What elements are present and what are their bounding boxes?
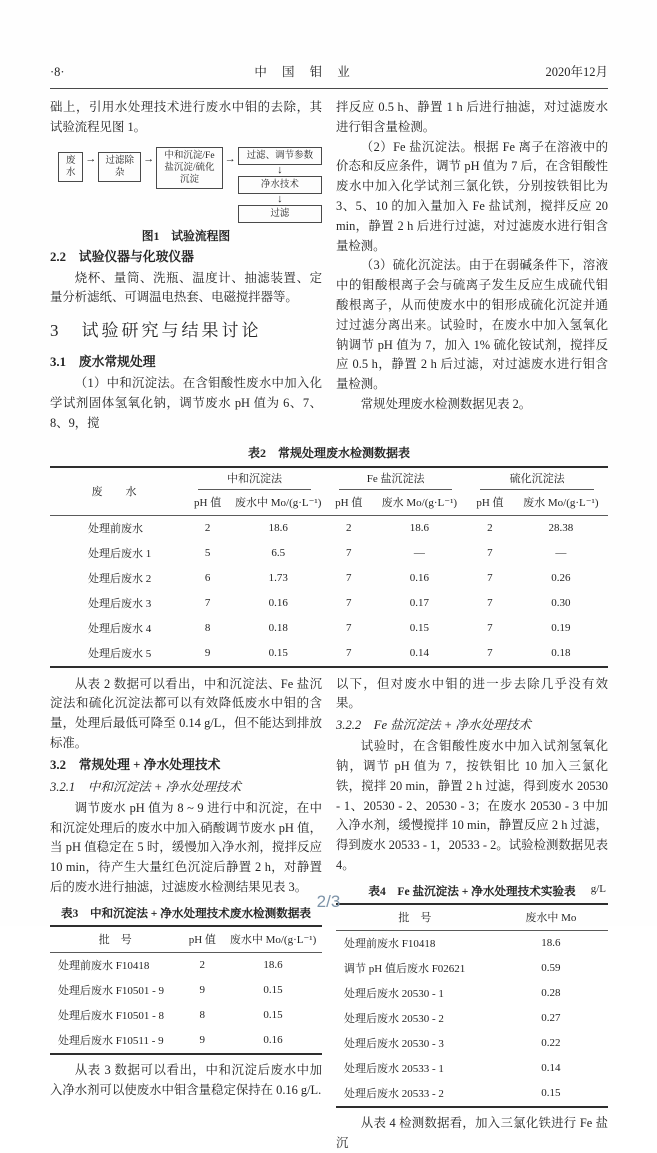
column-header: 批 号 [50, 926, 181, 953]
flow-box-filter-impurity: 过滤除杂 [98, 152, 141, 182]
top-section [50, 98, 608, 434]
flow-box-precipitation: 中和沉淀/Fe盐沉淀/硫化沉淀 [156, 147, 223, 189]
row-label: 处理后废水 F10501 - 8 [58, 1010, 165, 1023]
row-label: 处理后废水 20533 - 1 [344, 1063, 444, 1076]
cell: 7 [487, 597, 493, 610]
cell: 7 [487, 572, 493, 585]
right-column-top [336, 98, 608, 434]
arrow-down-icon: ↓ [277, 192, 283, 205]
row-label: 处理前废水 [88, 523, 143, 536]
arrow-right-icon: → [143, 152, 155, 165]
row-label: 处理后废水 F10501 - 9 [58, 985, 165, 998]
cell: 7 [487, 547, 493, 560]
left-column-bottom [50, 675, 322, 1153]
cell: — [555, 547, 567, 560]
table4-title-text: 表4 Fe 盐沉淀法 + 净水处理技术实验表 [368, 884, 576, 898]
table3-title: 表3 中和沉淀法 + 净水处理技术废水检测数据表 [60, 906, 312, 920]
heading-3-1: 3.1 废水常规处理 [50, 355, 156, 370]
cell: 7 [346, 572, 352, 585]
cell: 0.18 [551, 647, 571, 660]
table2-group [466, 467, 608, 490]
cell: 7 [487, 622, 493, 635]
cell: 0.27 [541, 1012, 561, 1025]
cell: 18.6 [268, 522, 288, 535]
heading-2-2: 2.2 试验仪器与化玻仪器 [50, 249, 194, 264]
cell: 6 [204, 572, 211, 585]
table-row [336, 1006, 608, 1031]
cell: 7 [346, 647, 352, 660]
table-row [336, 981, 608, 1006]
arrow-down-icon: ↓ [277, 163, 283, 176]
table-row [336, 1081, 608, 1107]
table2-group [325, 467, 466, 490]
cell: 0.15 [409, 622, 429, 635]
table-row [50, 1003, 322, 1028]
cell: 1.73 [268, 572, 288, 585]
paragraph: （1）中和沉淀法。在含钼酸性废水中加入化学试剂固体氢氧化钠，调节废水 pH 值为 6、7、8、9，搅 [50, 376, 322, 430]
cell: 2 [204, 522, 211, 535]
cell: 0.22 [541, 1037, 561, 1050]
left-column-top [50, 98, 322, 434]
row-label: 处理后废水 F10511 - 9 [58, 1035, 164, 1048]
cell: 0.19 [551, 622, 571, 635]
cell: 9 [199, 984, 206, 997]
table-row [50, 541, 608, 566]
row-label: 处理前废水 F10418 [58, 960, 150, 973]
table2-group-label: 中和沉淀法 [198, 470, 311, 490]
table-row [50, 616, 608, 641]
paragraph: 调节废水 pH 值为 8 ~ 9 进行中和沉淀，在中和沉淀处理后的废水中加入硝酸调节废水 pH 值，当 pH 值稳定在 5 时，缓慢加入净水剂，搅拌反应 10 min，待产生大量红色沉淀后静置 2 h，对静置后的废水进行抽滤，过滤废水检测结果见表 3。 [50, 800, 322, 894]
column-header: 废水中 Mo/(g·L⁻¹) [231, 490, 325, 516]
paragraph: （2）Fe 盐沉淀法。根据 Fe 离子在溶液中的价态和反应条件，调节 pH 值为 7 后，在含钼酸性废水中加入化学试剂三氯化铁，分别按铁钼比为 3、5、10 的加入量加入 Fe 盐试剂，搅拌反应 20 min，静置 2 h 后进行过滤，对过滤废水进行钼含量检测。 [336, 139, 608, 253]
cell: 18.6 [409, 522, 429, 535]
column-header: pH 值 [325, 490, 372, 516]
paragraph: 常规处理废水检测数据见表 2。 [360, 396, 532, 411]
right-column-bottom [336, 675, 608, 1153]
cell: 7 [346, 547, 352, 560]
bottom-section [50, 675, 608, 1153]
table-row [50, 952, 322, 978]
row-label: 处理后废水 1 [88, 548, 152, 561]
cell: 9 [204, 647, 211, 660]
table4 [336, 903, 608, 1108]
paragraph: 试验时，在含钼酸性废水中加入试剂氢氧化钠，调节 pH 值为 7，按铁钼比 10 加入三氯化铁，搅拌 20 min，静置 2 h 过滤，得到废水 20530 - 1、20530 - 2、20530 - 3；在废水 20530 - 3 中加入净水剂，缓慢搅拌 10 min，静置反应 2 h 过滤，得到废水 20533 - 1，20533 - 2。试验检测数据见表 4。 [336, 739, 608, 872]
heading-3: 3 试验研究与结果讨论 [50, 321, 262, 341]
cell: 7 [346, 622, 352, 635]
cell: 5 [204, 547, 211, 560]
table2-col1-header: 废 水 [50, 467, 184, 516]
paragraph: 以下，但对废水中钼的进一步去除几乎没有效果。 [336, 676, 608, 711]
journal-title: 中 国 钼 业 [254, 65, 356, 79]
table-row [50, 566, 608, 591]
cell: 2 [346, 522, 352, 535]
paragraph: 拌反应 0.5 h、静置 1 h 后进行抽滤，对过滤废水进行钼含量检测。 [336, 100, 608, 134]
column-header: pH 值 [181, 926, 225, 953]
cell: 7 [204, 597, 211, 610]
table2 [50, 466, 608, 668]
figure1-flowchart [58, 147, 322, 223]
paragraph: 烧杯、量筒、洗瓶、温度计、抽滤装置、定量分析滤纸、可调温电热套、电磁搅拌器等。 [50, 270, 322, 305]
table-row [50, 515, 608, 541]
cell: 0.14 [541, 1062, 561, 1075]
flow-box-filter: 过滤 [238, 205, 322, 223]
cell: 8 [204, 622, 211, 635]
cell: 9 [199, 1034, 206, 1047]
cell: 0.15 [263, 1009, 283, 1022]
table4-unit: g/L [590, 882, 606, 895]
arrow-right-icon: → [85, 152, 97, 165]
row-label: 处理前废水 F10418 [344, 938, 436, 951]
paragraph: 从表 3 数据可以看出，中和沉淀后废水中加入净水剂可以使废水中钼含量稳定保持在 0.16 g/L. [50, 1062, 322, 1097]
column-header: 批 号 [336, 904, 494, 931]
table2-group-label: Fe 盐沉淀法 [339, 470, 452, 490]
cell: 0.16 [263, 1034, 283, 1047]
cell: 0.18 [268, 622, 288, 635]
table-row [50, 978, 322, 1003]
row-label: 处理后废水 5 [88, 648, 152, 661]
cell: 0.15 [541, 1087, 561, 1100]
figure1-caption: 图1 试验流程图 [141, 228, 231, 243]
cell: 18.6 [541, 937, 561, 950]
cell: 0.14 [409, 647, 429, 660]
cell: 7 [346, 597, 352, 610]
cell: 2 [199, 959, 206, 972]
table2-title: 表2 常规处理废水检测数据表 [247, 445, 410, 460]
running-head [50, 62, 608, 89]
heading-3-2-1: 3.2.1 中和沉淀法 + 净水处理技术 [50, 779, 242, 794]
paragraph: （3）硫化沉淀法。由于在弱碱条件下，溶液中的钼酸根离子会与硫离子发生反应生成硫代钼酸根离子，从而使废水中的钼形成硫化沉淀并通过过滤分离出来。试验时，在废水中加入氢氧化钠调节 pH 值为 7，加入 1% 硫化铵试剂，搅拌反应 0.5 h，静置 2 h 后过滤，对过滤废水进行钼含量检测。 [336, 258, 608, 392]
cell: 0.15 [268, 647, 288, 660]
flow-box-wastewater: 废水 [58, 152, 83, 182]
paragraph: 从表 2 数据可以看出，中和沉淀法、Fe 盐沉淀法和硫化沉淀法都可以有效降低废水中钼的含量，处理后最低可降至 0.14 g/L，但不能达到排放标准。 [50, 676, 322, 750]
pdf-page-indicator: 2/3 [316, 892, 341, 911]
column-header: 废水 Mo/(g·L⁻¹) [514, 490, 608, 516]
table-row [336, 1031, 608, 1056]
flow-column [238, 147, 322, 223]
row-label: 处理后废水 20530 - 2 [344, 1013, 444, 1026]
row-label: 调节 pH 值后废水 F02621 [344, 963, 466, 976]
issue-date: 2020年12月 [545, 65, 608, 79]
table-row [50, 641, 608, 667]
cell: 2 [487, 522, 493, 535]
cell: 0.30 [551, 597, 571, 610]
table3 [50, 925, 322, 1055]
paragraph: 础上，引用水处理技术进行废水中钼的去除，其试验流程见图 1。 [50, 100, 322, 134]
paragraph: 从表 4 检测数据看，加入三氯化铁进行 Fe 盐沉 [336, 1115, 608, 1150]
heading-3-2: 3.2 常规处理 + 净水处理技术 [50, 757, 221, 772]
cell: 0.17 [409, 597, 429, 610]
flow-box-filter-adjust: 过滤、调节参数 [238, 147, 322, 165]
row-label: 处理后废水 20530 - 1 [344, 988, 444, 1001]
page-number: ·8· [50, 65, 65, 79]
table-row [336, 956, 608, 981]
column-header: 废水中 Mo/(g·L⁻¹) [224, 926, 322, 953]
row-label: 处理后废水 20533 - 2 [344, 1088, 444, 1101]
arrow-right-icon: → [224, 152, 236, 165]
cell: 0.59 [541, 962, 561, 975]
column-header: pH 值 [184, 490, 231, 516]
cell: — [413, 547, 425, 560]
cell: 6.5 [271, 547, 286, 560]
cell: 0.15 [263, 984, 283, 997]
cell: 0.16 [268, 597, 288, 610]
flow-box-water-purify: 净水技术 [238, 176, 322, 194]
table-row [50, 1028, 322, 1054]
row-label: 处理后废水 3 [88, 598, 152, 611]
cell: 7 [487, 647, 493, 660]
row-label: 处理后废水 4 [88, 623, 152, 636]
table-row [336, 930, 608, 956]
cell: 0.26 [551, 572, 571, 585]
cell: 28.38 [548, 522, 574, 535]
column-header: 废水中 Mo [494, 904, 608, 931]
table2-group [184, 467, 325, 490]
column-header: pH 值 [466, 490, 513, 516]
column-header: 废水 Mo/(g·L⁻¹) [372, 490, 466, 516]
cell: 18.6 [263, 959, 283, 972]
table-row [50, 591, 608, 616]
cell: 0.28 [541, 987, 561, 1000]
table2-group-label: 硫化沉淀法 [480, 470, 594, 490]
table2-group-header-row [50, 467, 608, 490]
cell: 0.16 [409, 572, 429, 585]
cell: 8 [199, 1009, 206, 1022]
heading-3-2-2: 3.2.2 Fe 盐沉淀法 + 净水处理技术 [336, 718, 531, 733]
table-row [336, 1056, 608, 1081]
row-label: 处理后废水 20530 - 3 [344, 1038, 444, 1051]
page-content [50, 62, 608, 1153]
table3-header-row [50, 926, 322, 953]
row-label: 处理后废水 2 [88, 573, 152, 586]
